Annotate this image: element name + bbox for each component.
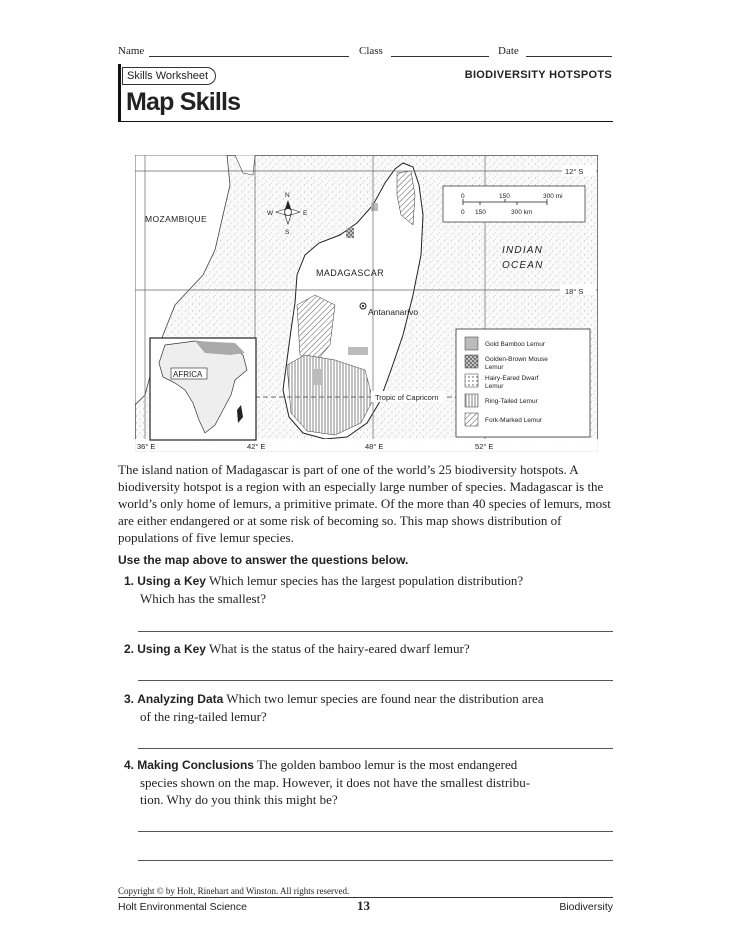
ocean-label-2: OCEAN [502, 260, 544, 271]
svg-text:150: 150 [475, 209, 486, 216]
svg-text:300 mi: 300 mi [543, 193, 563, 200]
legend-swatch-hairy-eared [465, 374, 478, 387]
svg-text:E: E [303, 210, 308, 217]
page-title: Map Skills [126, 88, 241, 116]
answer-line-1[interactable] [138, 631, 613, 632]
svg-text:150: 150 [499, 193, 510, 200]
instructions: Use the map above to answer the questions below. [118, 553, 409, 567]
madagascar-label: MADAGASCAR [316, 268, 385, 278]
skills-worksheet-tag: Skills Worksheet [122, 67, 216, 85]
footer-book: Holt Environmental Science [118, 901, 247, 913]
lon-48-label: 48° E [365, 442, 384, 451]
question-4-skill: Making Conclusions [137, 758, 254, 772]
svg-text:W: W [267, 210, 274, 217]
name-label: Name [118, 45, 145, 57]
class-field[interactable] [391, 56, 489, 57]
question-4: 4. Making Conclusions The golden bamboo lemur is the most endangered species shown on the map. However, it does not have the smallest distribu- tion. Why do you think this might be? [124, 757, 531, 807]
answer-line-3[interactable] [138, 748, 613, 749]
capital-label: Antananarivo [368, 307, 419, 317]
map-legend [456, 329, 590, 437]
madagascar-map [135, 155, 598, 452]
africa-label: AFRICA [173, 370, 203, 379]
class-label: Class [359, 45, 383, 57]
legend-label-4: Ring-Tailed Lemur [485, 398, 538, 405]
answer-line-4a[interactable] [138, 831, 613, 832]
date-field[interactable] [526, 56, 612, 57]
legend-swatch-ring-tailed [465, 394, 478, 407]
question-3-skill: Analyzing Data [137, 692, 224, 706]
title-bar [118, 64, 121, 121]
copyright: Copyright © by Holt, Rinehart and Winston. All rights reserved. [118, 886, 350, 896]
svg-text:N: N [285, 192, 290, 199]
section-title: BIODIVERSITY HOTSPOTS [464, 69, 612, 81]
tropic-label: Tropic of Capricorn [375, 393, 439, 402]
answer-line-4b[interactable] [138, 860, 613, 861]
intro-paragraph: The island nation of Madagascar is part of one of the world’s 25 biodiversity hotspots. A biodiversity hotspot is a region with an especially large number of species. Madagascar is the world’s only home of lemurs, a primitive primate. Of the more than 40 species of lemurs, most are either endangered or at some risk of becoming so. This map shows distribution of populations of five lemur species. [118, 462, 611, 546]
mozambique-label: MOZAMBIQUE [145, 214, 208, 224]
scale-bar [443, 186, 585, 222]
legend-swatch-gold-bamboo [465, 337, 478, 350]
svg-text:0: 0 [461, 193, 465, 200]
question-3: 3. Analyzing Data Which two lemur species are found near the distribution area of the ring-tailed lemur? [124, 691, 544, 724]
title-rule [118, 121, 613, 122]
date-label: Date [498, 45, 519, 57]
lon-52-label: 52° E [475, 442, 494, 451]
svg-text:S: S [285, 229, 290, 236]
legend-swatch-golden-brown [465, 355, 478, 368]
africa-inset [150, 338, 256, 440]
legend-label-1: Gold Bamboo Lemur [485, 341, 545, 348]
svg-text:0: 0 [461, 209, 465, 216]
legend-label-3a: Hairy-Eared Dwarf [485, 375, 539, 382]
question-2-skill: Using a Key [137, 642, 206, 656]
answer-line-2[interactable] [138, 680, 613, 681]
footer-chapter: Biodiversity [559, 901, 613, 913]
page-number: 13 [357, 898, 370, 913]
question-2: 2. Using a Key What is the status of the hairy-eared dwarf lemur? [124, 641, 470, 656]
svg-text:300 km: 300 km [511, 209, 533, 216]
legend-label-5: Fork-Marked Lemur [485, 417, 543, 424]
lat-18-label: 18° S [565, 287, 584, 296]
name-field[interactable] [149, 56, 349, 57]
lon-42-label: 42° E [247, 442, 266, 451]
question-1-skill: Using a Key [137, 574, 206, 588]
legend-label-2a: Golden-Brown Mouse [485, 356, 548, 363]
question-1: 1. Using a Key Which lemur species has the largest population distribution? Which has the smallest? [124, 573, 524, 606]
ocean-label-1: INDIAN [502, 245, 544, 256]
lon-36-label: 36° E [137, 442, 156, 451]
legend-label-2b: Lemur [485, 364, 504, 371]
legend-label-3b: Lemur [485, 383, 504, 390]
legend-swatch-fork-marked [465, 413, 478, 426]
lat-12-label: 12° S [565, 167, 584, 176]
